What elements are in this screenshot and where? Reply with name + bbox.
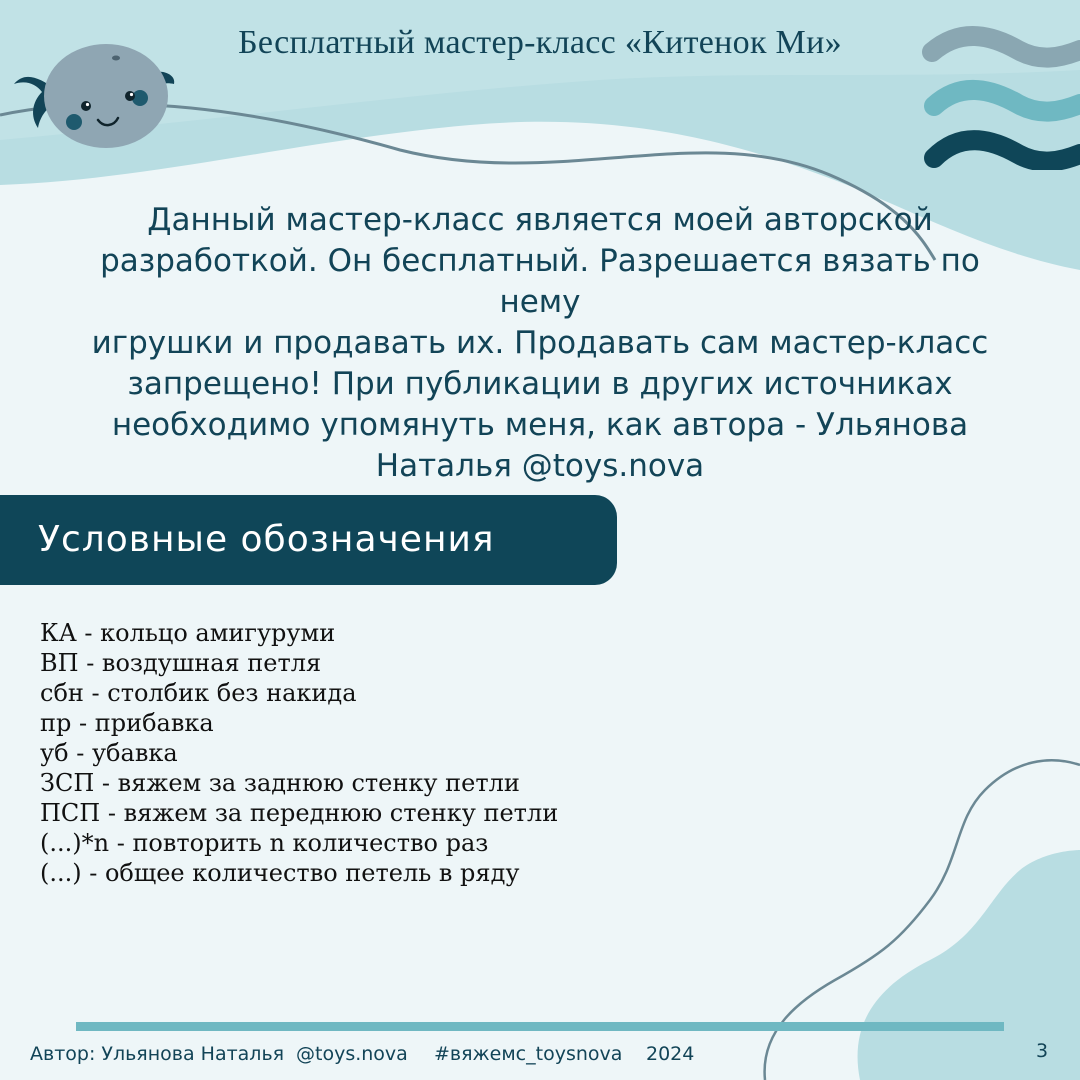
legend-item: сбн - столбик без накида (40, 679, 357, 707)
footer-author: Автор: Ульянова Наталья (30, 1043, 285, 1065)
legend-item: пр - прибавка (40, 709, 214, 737)
legend-item: (...) - общее количество петель в ряду (40, 859, 520, 887)
legend-item: ВП - воздушная петля (40, 649, 322, 677)
footer-handle: @toys.nova (296, 1043, 408, 1065)
intro-line: Данный мастер-класс является моей авторской (147, 202, 933, 238)
legend-item: ЗСП - вяжем за заднюю стенку петли (40, 769, 520, 797)
legend-item: ПСП - вяжем за переднюю стенку петли (40, 799, 559, 827)
intro-line: Наталья @toys.nova (375, 448, 705, 484)
section-title: Условные обозначения (38, 519, 495, 560)
legend-item: уб - убавка (40, 739, 178, 767)
legend-item: (...)*n - повторить n количество раз (40, 829, 489, 857)
footer-hashtag: #вяжемс_toysnova (434, 1043, 623, 1065)
footer-year: 2024 (646, 1043, 695, 1065)
intro-line: необходимо упомянуть меня, как автора - Ульянова (111, 407, 969, 443)
page-number: 3 (1036, 1040, 1049, 1062)
abbreviation-legend (40, 618, 558, 888)
legend-item: КА - кольцо амигуруми (40, 619, 336, 647)
section-banner (0, 495, 617, 585)
footer-divider (76, 1022, 1004, 1031)
intro-line: запрещено! При публикации в других источниках (127, 366, 953, 402)
page-title: Бесплатный мастер-класс «Китенок Ми» (238, 24, 842, 61)
intro-line: разработкой. Он бесплатный. Разрешается вязать по нему (100, 243, 980, 320)
intro-line: игрушки и продавать их. Продавать сам мастер-класс (91, 325, 989, 361)
intro-text (60, 200, 1020, 487)
